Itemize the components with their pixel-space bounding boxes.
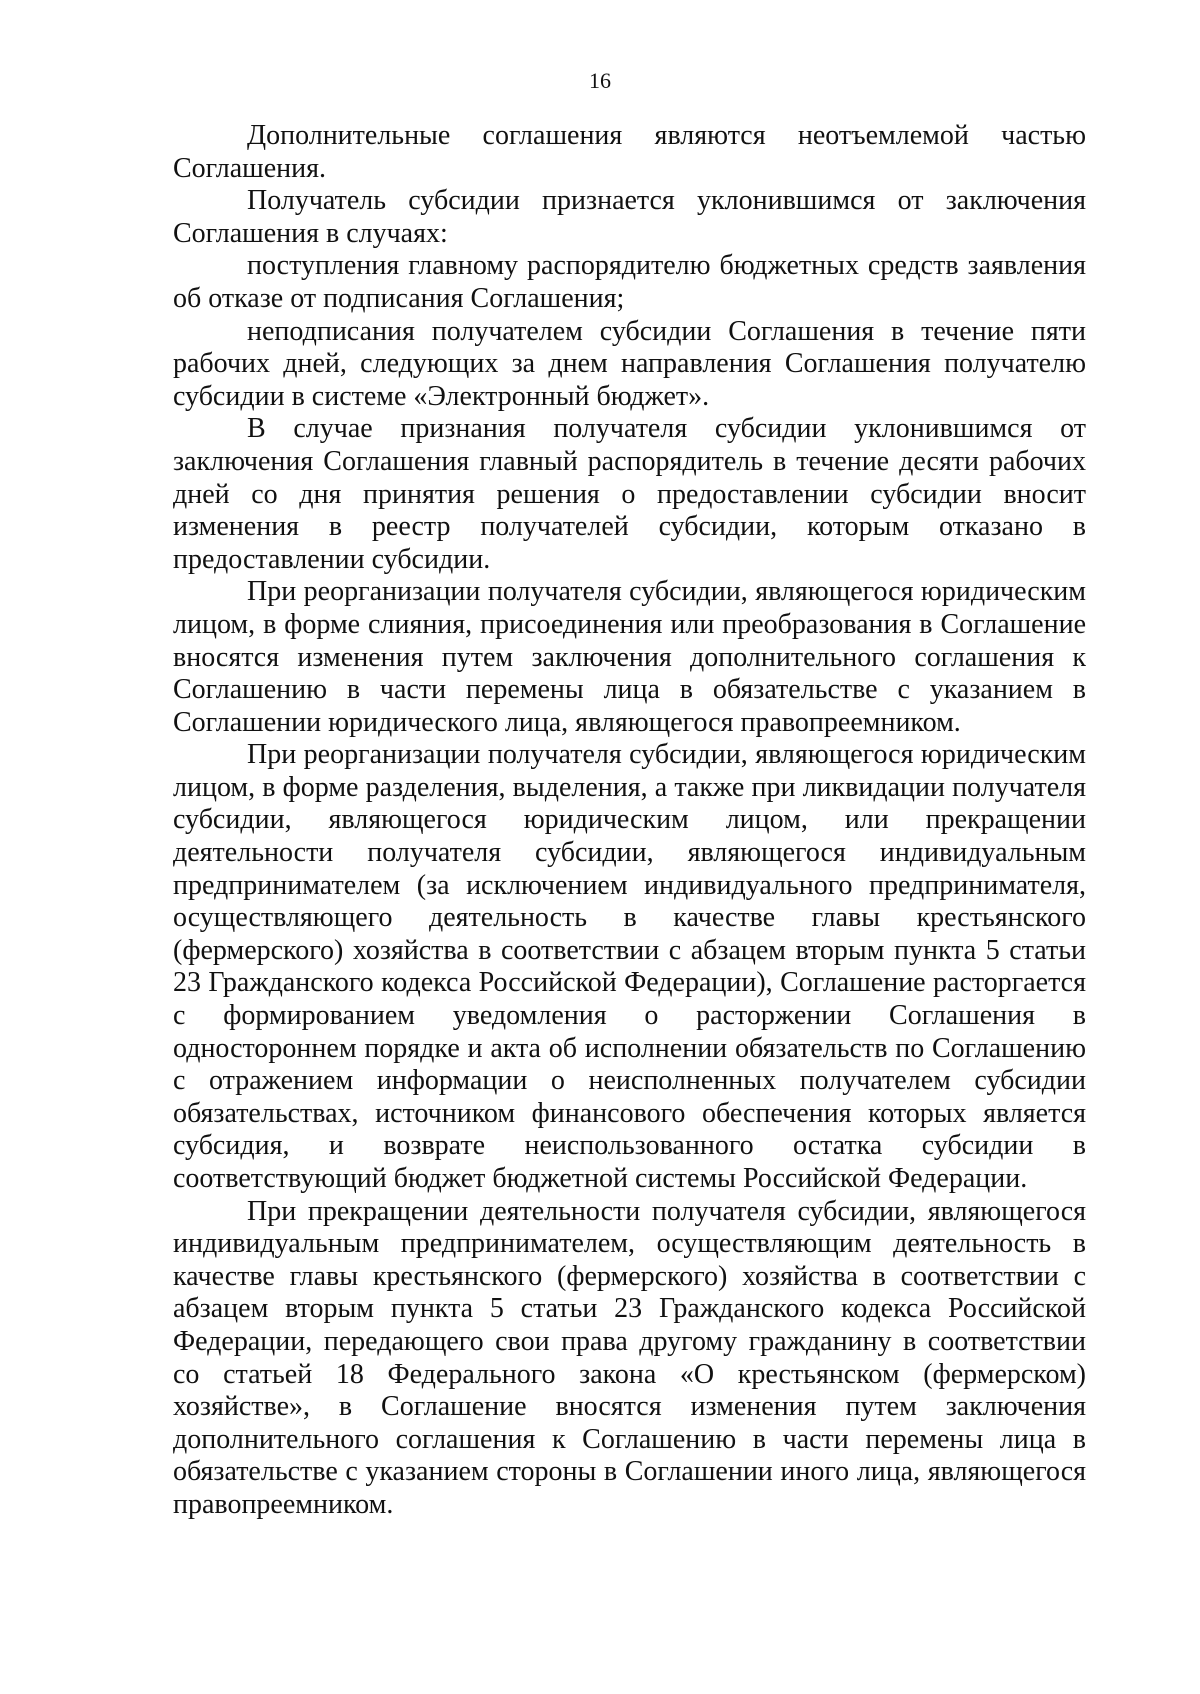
paragraph-reorganization-division: При реорганизации получателя субсидии, являющегося юридическим лицом, в форме разделения, выделения, а также при ликвидации получателя субсидии, являющегося юридическим лицом, или прекращении деятельности получателя субсидии, являющегося индивидуальным предпринимателем (за исключением индивидуального предпринимателя, осуществляющего деятельность в качестве главы крестьянского (фермерского) хозяйства в соответствии с абзацем вторым пункта 5 статьи 23 Гражданского кодекса Российской Федерации), Соглашение расторгается с формированием уведомления о расторжении Соглашения в одностороннем порядке и акта об исполнении обязательств по Соглашению с отражением информации о неисполненных получателем субсидии обязательствах, источником финансового обеспечения которых является субсидия, и возврате неиспользованного остатка субсидии в соответствующий бюджет бюджетной системы Российской Федерации. [173,739,1086,1194]
paragraph-farm-head-termination: При прекращении деятельности получателя субсидии, являющегося индивидуальным предпринимателем, осуществляющим деятельность в качестве главы крестьянского (фермерского) хозяйства в соответствии с абзацем вторым пункта 5 статьи 23 Гражданского кодекса Российской Федерации, передающего свои права другому гражданину в соответствии со статьей 18 Федерального закона «О крестьянском (фермерском) хозяйстве», в Соглашение вносятся изменения путем заключения дополнительного соглашения к Соглашению в части перемены лица в обязательстве с указанием стороны в Соглашении иного лица, являющегося правопреемником. [173,1195,1086,1520]
paragraph-evasion-cases: Получатель субсидии признается уклонившимся от заключения Соглашения в случаях: [173,185,1086,249]
paragraph-not-signed: неподписания получателем субсидии Соглашения в течение пяти рабочих дней, следующих за днем направления Соглашения получателю субсидии в системе «Электронный бюджет». [173,315,1086,412]
paragraph-additional-agreements: Дополнительные соглашения являются неотъемлемой частью Соглашения. [173,120,1086,184]
paragraph-registry-changes: В случае признания получателя субсидии уклонившимся от заключения Соглашения главный распорядитель в течение десяти рабочих дней со дня принятия решения о предоставлении субсидии вносит изменения в реестр получателей субсидии, которым отказано в предоставлении субсидии. [173,413,1086,575]
paragraph-refusal-statement: поступления главному распорядителю бюджетных средств заявления об отказе от подписания Соглашения; [173,250,1086,314]
page-number: 16 [589,68,611,93]
document-body [173,120,1086,1522]
paragraph-reorganization-merger: При реорганизации получателя субсидии, являющегося юридическим лицом, в форме слияния, присоединения или преобразования в Соглашение вносятся изменения путем заключения дополнительного соглашения к Соглашению в части перемены лица в обязательстве с указанием в Соглашении юридического лица, являющегося правопреемником. [173,576,1086,738]
